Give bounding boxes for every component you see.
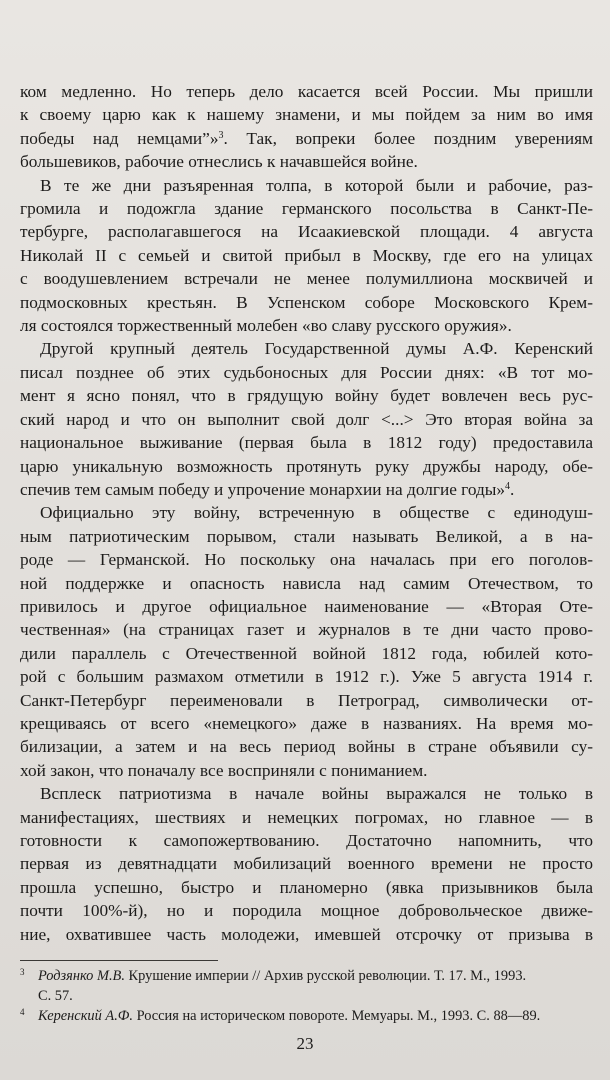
text-line: к своему царю как к нашему знамени, и мы пойдем за ним во имя: [20, 105, 593, 125]
text-line: чественная» (на страницах газет и журналов в те дни часто прово-: [20, 620, 593, 640]
footnote-divider: [20, 960, 218, 961]
text-line: ком медленно. Но теперь дело касается всей России. Мы пришли: [20, 82, 593, 101]
footnote-ref-3[interactable]: 3: [218, 129, 224, 141]
text-line: Другой крупный деятель Государственной думы А.Ф. Керенский: [40, 339, 593, 359]
footnotes: [20, 966, 593, 1026]
footnote-line: С. 57.: [38, 988, 73, 1004]
text-line: привилось и другое официальное наименование — «Вторая Оте-: [20, 596, 593, 616]
paragraph-4: [20, 501, 593, 782]
footnote-line: 4 Керенский А.Ф. Россия на историческом повороте. Мемуары. М., 1993. С. 88—89.: [20, 1007, 541, 1024]
text-line: готовности к самопожертвованию. Достаточно напомнить, что: [20, 831, 593, 850]
footnote-author: Родзянко М.В.: [38, 968, 125, 984]
text-line: мент я ясно понял, что в грядущую войну будет вовлечен весь рус-: [20, 386, 593, 406]
footnote-ref-4[interactable]: 4: [505, 480, 511, 492]
text-line: крещиваясь от всего «немецкого» даже в названиях. На время мо-: [20, 713, 593, 733]
text-line: ным патриотическим порывом, стали называть Великой, а в на-: [20, 526, 593, 546]
page-number: 23: [296, 1034, 314, 1053]
text-line: манифестациях, шествиях и немецких погромах, но главное — в: [20, 807, 593, 827]
text-line: роде — Германской. Но поскольку она началась при его поголов-: [20, 550, 593, 570]
text-fragment: спечив тем самым победу и упрочение монархии на долгие годы»: [20, 479, 506, 499]
text-line: билизации, а затем и на весь период войны в стране объявили су-: [20, 737, 593, 757]
paragraph-2: [20, 174, 593, 338]
text-line: громила и подожгла здание германского посольства в Санкт-Пе-: [20, 199, 593, 219]
text-line: прошла успешно, быстро и планомерно (явка призывников была: [20, 877, 593, 897]
text-line: подмосковных крестьян. В Успенском соборе Московского Крем-: [20, 292, 593, 312]
text-line: [20, 127, 593, 150]
text-line: спечив тем самым победу и упрочение монархии на долгие годы»$^4$.: [20, 479, 515, 499]
text-line: дили параллель с Отечественной войной 1812 года, юбилей кото-: [20, 643, 593, 663]
text-line: хой закон, что поначалу все восприняли с пониманием.: [20, 760, 428, 780]
footnote-text: Россия на историческом повороте. Мемуары. М., 1993. С. 88—89.: [132, 1008, 541, 1024]
text-line: Николай II с семьей и свитой прибыл в Москву, где его на улицах: [20, 245, 593, 265]
text-line: национальное выживание (первая была в 1812 году) предоставила: [20, 433, 593, 453]
text-line: рой с большим размахом отметили в 1912 г.). Уже 5 августа 1914 г.: [20, 667, 593, 687]
footnote-text: Крушение империи // Архив русской революции. Т. 17. М., 1993.: [124, 968, 527, 984]
text-line: с воодушевлением встречали не менее полумиллиона москвичей и: [20, 269, 593, 289]
text-line: ной поддержке и опасность нависла над самим Отечеством, то: [20, 573, 593, 593]
text-line: почти 100%-й), но и породила мощное добровольческое движе-: [20, 901, 593, 921]
text-line: ля состоялся торжественный молебен «во славу русского оружия».: [20, 316, 512, 336]
footnote-author: Керенский А.Ф.: [38, 1008, 133, 1024]
paragraph-3: [20, 337, 593, 501]
text-line: ский народ и что он выполнит свой долг <...> Это вторая война за: [20, 409, 593, 429]
text-line: тербурге, располагавшегося на Исаакиевской площади. 4 августа: [20, 222, 593, 242]
text-line: ние, охватившее часть молодежи, имевшей отсрочку от призыва в: [20, 924, 593, 944]
text-line: царю уникальную возможность протянуть руку дружбы народу, обе-: [20, 456, 593, 476]
footnote-4: [20, 1006, 593, 1026]
footnote-3: [20, 966, 593, 1006]
text-line: В те же дни разъяренная толпа, в которой были и рабочие, раз-: [40, 175, 593, 195]
footnote-line: 3 Родзянко М.В. Крушение империи // Архив русской революции. Т. 17. М., 1993.: [20, 967, 527, 984]
text-line: писал позднее об этих судьбоносных для России днях: «В тот мо-: [20, 362, 593, 382]
text-line: Санкт-Петербург переименовали в Петроград, символически от-: [20, 690, 593, 710]
paragraph-1: [20, 80, 593, 174]
paragraph-5: [20, 782, 593, 946]
text-fragment: . Так, вопреки более поздним уверениям: [223, 128, 593, 148]
text-line: Всплеск патриотизма в начале войны выражался не только в: [40, 784, 593, 804]
text-line: большевиков, рабочие отнеслись к начавшейся войне.: [20, 152, 418, 172]
text-line: первая из девятнадцати мобилизаций военного времени не просто: [20, 854, 593, 874]
body-text: [20, 80, 593, 946]
text-line: Официально эту войну, встреченную в обществе с единодуш-: [40, 503, 593, 523]
text-fragment: победы над немцами”»: [20, 128, 219, 148]
